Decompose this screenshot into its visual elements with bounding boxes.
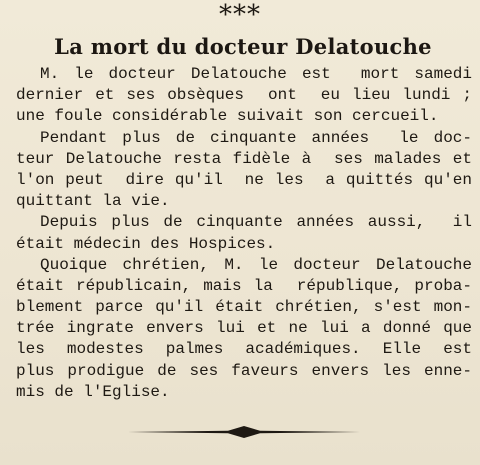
article-line: les modestes palmes académiques. Elle est: [16, 340, 472, 359]
article-line: dernier et ses obsèques ont eu lieu lundi ;: [16, 86, 472, 105]
article-line: Depuis plus de cinquante années aussi, il: [40, 213, 472, 232]
article-line: Pendant plus de cinquante années le doc-: [40, 128, 472, 147]
article-line: blement parce qu'il était chrétien, s'est mon-: [16, 298, 472, 317]
separator-ornament: [128, 424, 360, 440]
article-line: teur Delatouche resta fidèle à ses malades et: [16, 149, 472, 168]
article-body: [16, 64, 472, 403]
article-line: quittant la vie.: [16, 192, 170, 211]
article-line: était médecin des Hospices.: [16, 234, 276, 253]
article-line: Quoique chrétien, M. le docteur Delatouche: [40, 255, 472, 274]
article-title: La mort du docteur Delatouche: [54, 34, 432, 59]
article-line: une foule considérable suivait son cercueil.: [16, 107, 439, 126]
article-line: M. le docteur Delatouche est mort samedi: [40, 65, 472, 83]
article-line: mis de l'Eglise.: [16, 382, 170, 401]
article-line: trée ingrate envers lui et ne lui a donné que: [16, 319, 472, 338]
article-line: était républicain, mais la république, proba-: [16, 276, 472, 295]
asterism-ornament: ***: [219, 0, 261, 30]
article-line: l'on peut dire qu'il ne les a quittés qu'en: [16, 170, 472, 189]
article-line: plus prodigue de ses faveurs envers les enne-: [16, 361, 472, 380]
